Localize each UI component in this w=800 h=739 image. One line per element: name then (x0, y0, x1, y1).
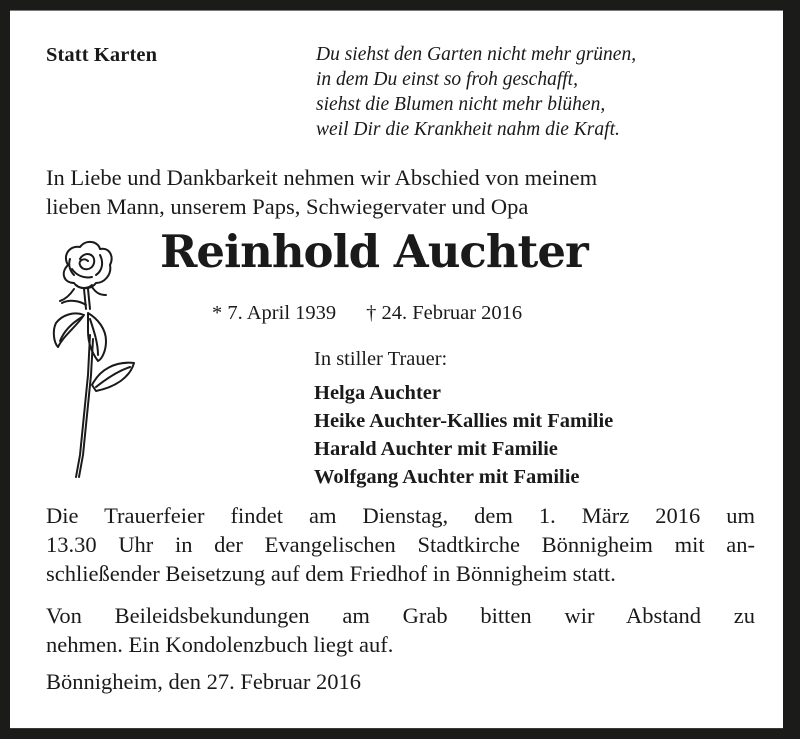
mourner: Wolfgang Auchter mit Familie (314, 466, 580, 488)
death-date: † 24. Februar 2016 (366, 302, 523, 324)
poem-line: Du siehst den Garten nicht mehr grünen, (316, 44, 637, 65)
poem (316, 42, 636, 142)
paragraph-line: nehmen. Ein Kondolenzbuch liegt auf. (46, 632, 394, 657)
place-and-date: Bönnigheim, den 27. Februar 2016 (46, 669, 361, 694)
intro-text (46, 163, 597, 221)
funeral-paragraph (46, 501, 755, 588)
intro-line: In Liebe und Dankbarkeit nehmen wir Abschied von meinem (46, 165, 598, 190)
mourner: Harald Auchter mit Familie (314, 438, 558, 460)
mourner: Heike Auchter-Kallies mit Familie (314, 410, 614, 432)
paragraph-line: Die Trauerfeier findet am Dienstag, dem 1. März 2016 um (46, 503, 755, 528)
life-dates (212, 302, 522, 325)
deceased-name: Reinhold Auchter (160, 225, 588, 278)
paragraph-line: 13.30 Uhr in der Evangelischen Stadtkirche Bönnigheim mit an- (46, 532, 755, 557)
poem-line: in dem Du einst so froh geschafft, (316, 69, 578, 90)
header-statt-karten: Statt Karten (46, 44, 158, 66)
obituary-notice (10, 10, 783, 729)
paragraph-line: schließender Beisetzung auf dem Friedhof in Bönnigheim statt. (46, 561, 616, 586)
poem-line: weil Dir die Krankheit nahm die Kraft. (316, 119, 620, 140)
intro-line: lieben Mann, unserem Paps, Schwiegervater und Opa (46, 194, 529, 219)
poem-line: siehst die Blumen nicht mehr blühen, (316, 94, 606, 115)
condolence-paragraph (46, 601, 755, 659)
rose-icon (40, 235, 140, 481)
mourner: Helga Auchter (314, 382, 441, 404)
birth-date: * 7. April 1939 (212, 302, 337, 324)
paragraph-line: Von Beileidsbekundungen am Grab bitten wir Abstand zu (46, 603, 755, 628)
mourning-label: In stiller Trauer: (314, 348, 448, 370)
mourners-list (314, 379, 613, 491)
